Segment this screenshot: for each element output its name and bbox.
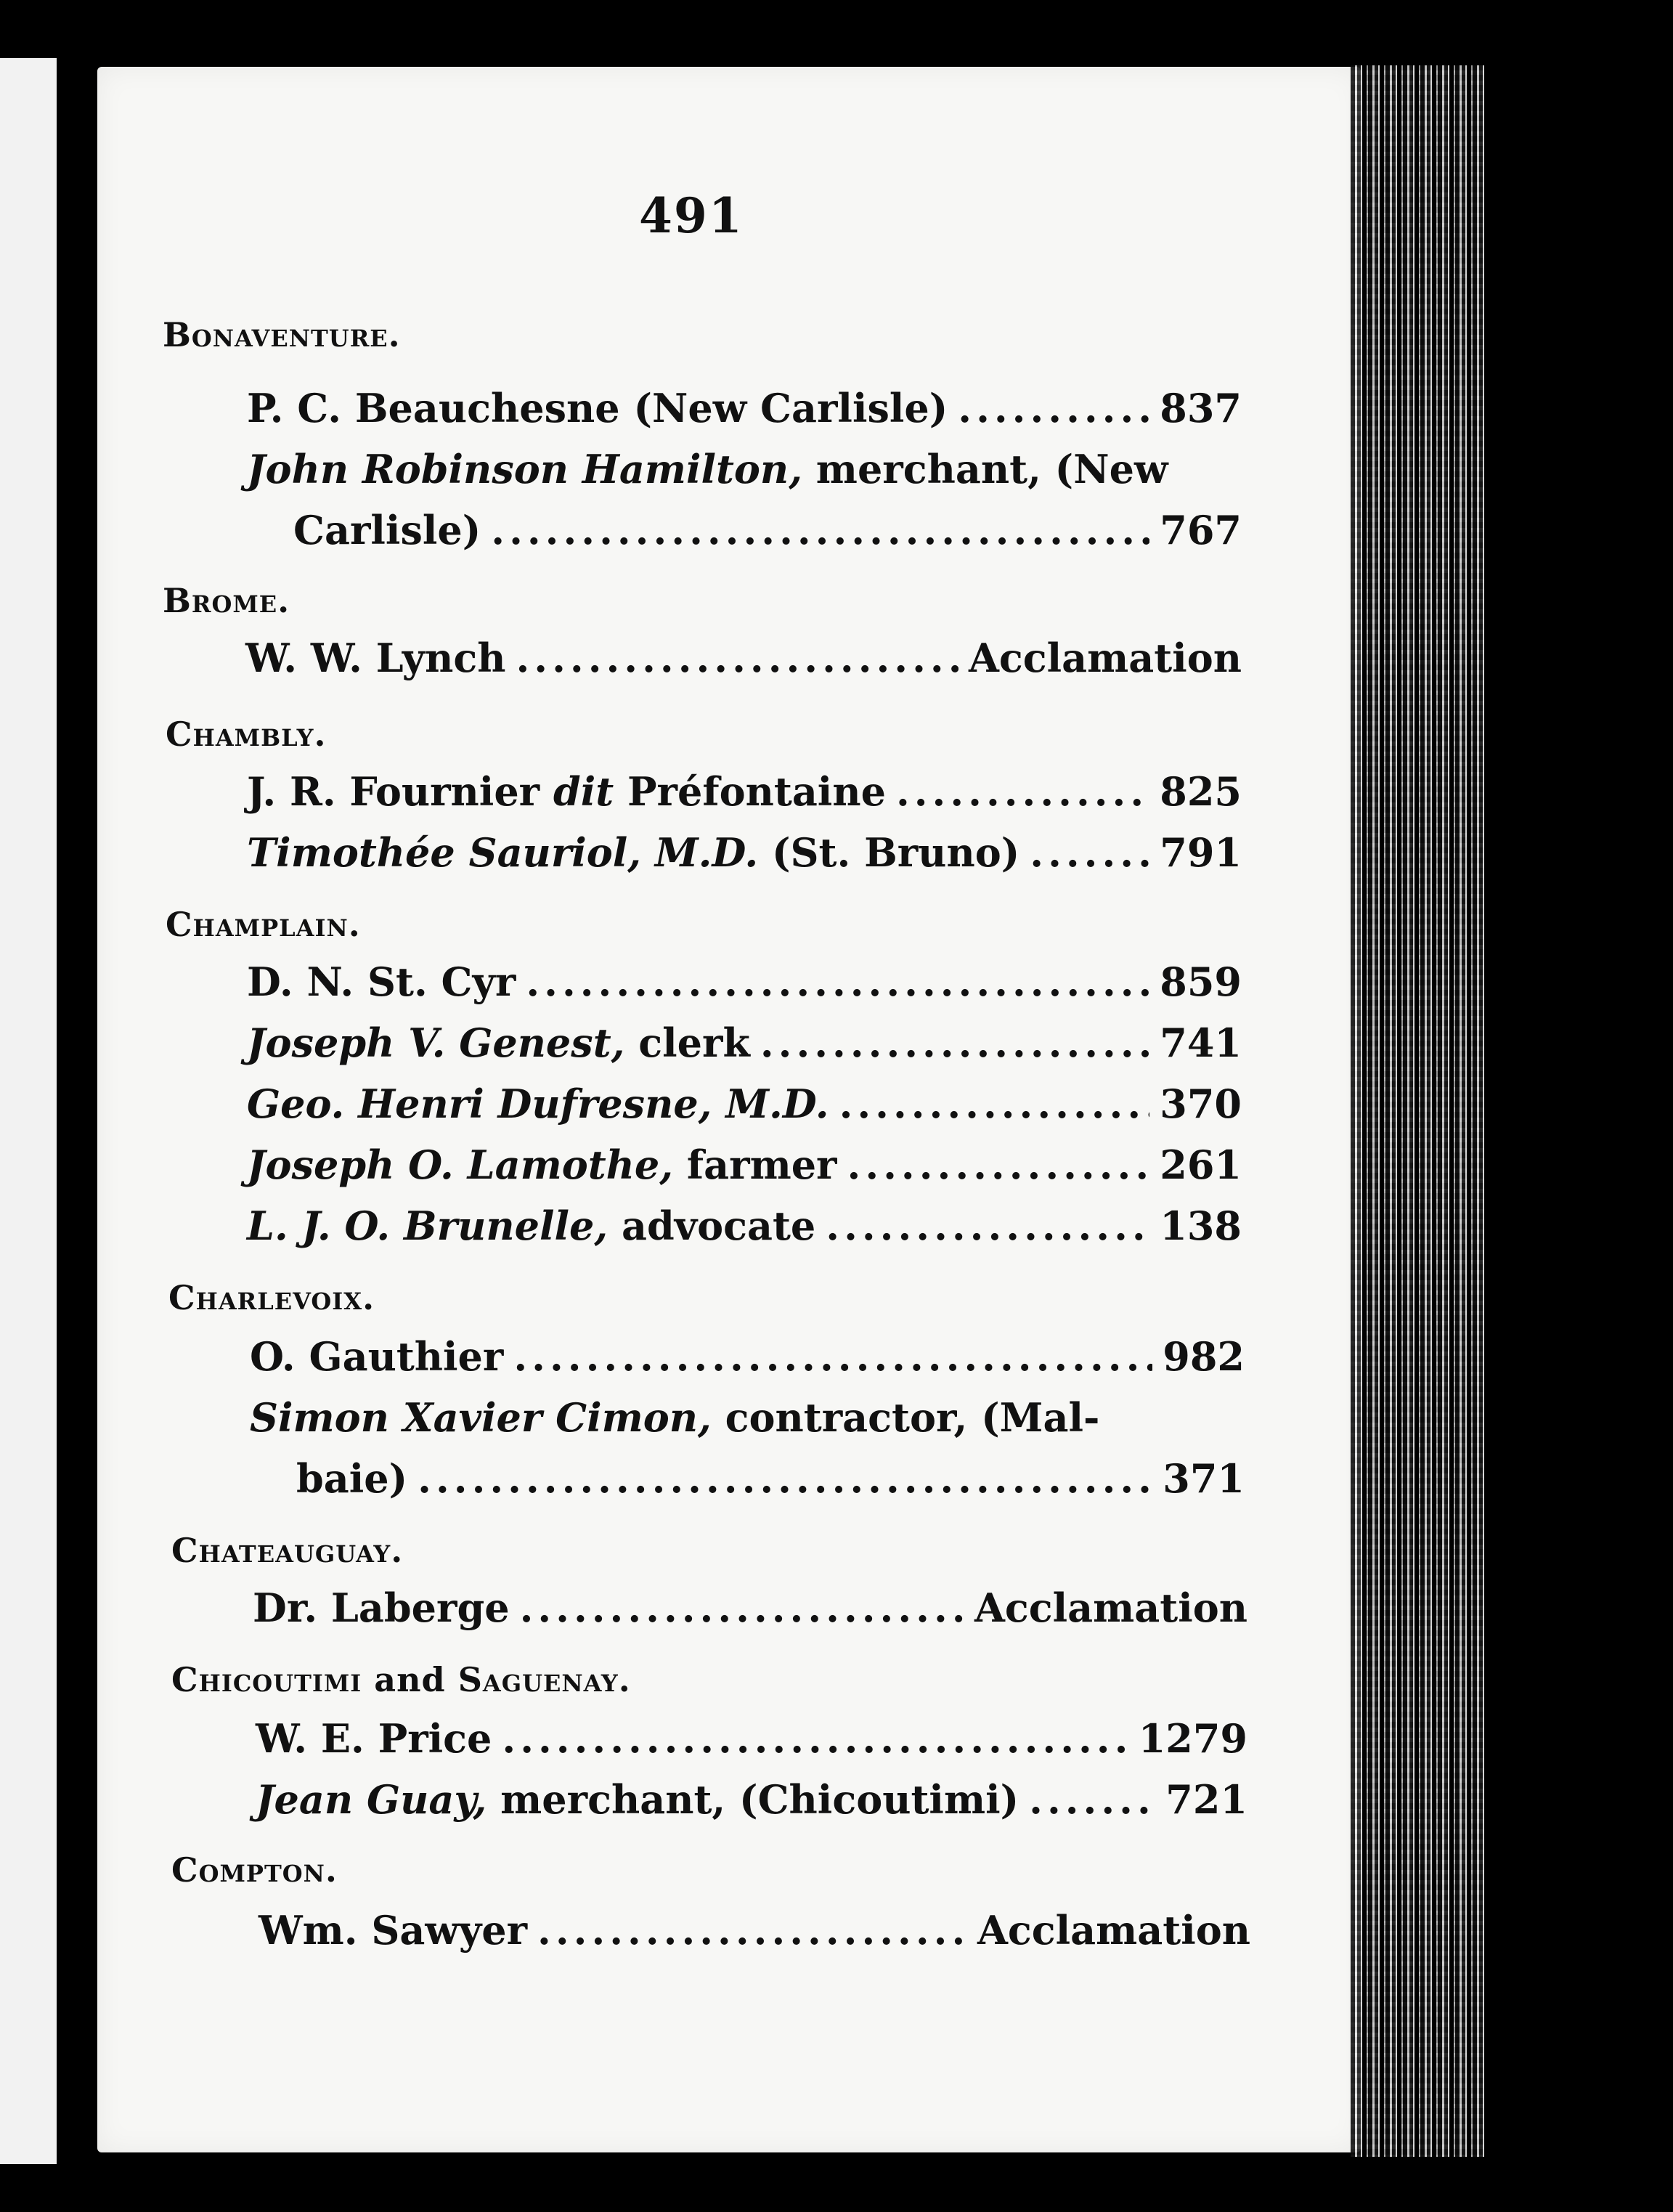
vote-count: 837	[1160, 385, 1242, 431]
candidate-name: John Robinson Hamilton,	[247, 446, 802, 492]
candidate-name: Geo. Henri Dufresne, M.D.	[247, 1081, 829, 1127]
section-champlain: Champlain.	[166, 905, 361, 944]
candidate-name: L. J. O. Brunelle, advocate	[247, 1203, 816, 1249]
section-brome: Brome.	[163, 581, 290, 620]
entry-beauchesne	[247, 385, 1242, 431]
entry-laberge	[253, 1585, 1247, 1631]
candidate-name: Wm. Sawyer	[259, 1907, 528, 1953]
dot-leader	[847, 1142, 1150, 1188]
vote-count: 261	[1160, 1142, 1242, 1188]
dot-leader	[520, 1585, 964, 1631]
candidate-name: Timothée Sauriol, M.D. (St. Bruno)	[247, 829, 1020, 876]
vote-count: 791	[1160, 829, 1242, 876]
section-chambly: Chambly.	[166, 715, 327, 754]
candidate-name: Jean Guay, merchant, (Chicoutimi)	[256, 1776, 1019, 1823]
section-bonaventure: Bonaventure.	[163, 315, 401, 354]
page-number: 491	[639, 187, 744, 244]
entry-hamilton-line1	[247, 446, 1168, 492]
candidate-name: Simon Xavier Cimon,	[250, 1394, 712, 1441]
section-chateauguay: Chateauguay.	[171, 1531, 404, 1570]
entry-sawyer	[259, 1907, 1250, 1953]
candidate-name: W. E. Price	[256, 1715, 492, 1762]
section-chicoutimi-saguenay: Chicoutimi and Saguenay.	[171, 1660, 631, 1699]
page-fore-edge	[1351, 65, 1489, 2157]
entry-lynch	[245, 635, 1242, 681]
section-charlevoix: Charlevoix.	[168, 1278, 375, 1317]
entry-gauthier	[250, 1333, 1245, 1380]
dot-leader	[760, 1020, 1149, 1066]
vote-count: 859	[1160, 959, 1242, 1005]
entry-brunelle	[247, 1203, 1242, 1249]
candidate-name: O. Gauthier	[250, 1333, 504, 1380]
vote-count: 371	[1163, 1455, 1245, 1502]
result: Acclamation	[977, 1907, 1250, 1953]
entry-price	[256, 1715, 1247, 1762]
dot-leader	[839, 1081, 1150, 1127]
candidate-name: W. W. Lynch	[245, 635, 506, 681]
vote-count: 982	[1163, 1333, 1245, 1380]
dot-leader	[418, 1455, 1152, 1502]
entry-st-cyr	[247, 959, 1242, 1005]
dot-leader	[526, 959, 1149, 1005]
vote-count: 370	[1160, 1081, 1242, 1127]
candidate-detail-cont: baie)	[296, 1455, 408, 1502]
vote-count: 825	[1160, 768, 1242, 815]
dot-leader	[513, 1333, 1152, 1380]
entry-cimon-line2	[296, 1455, 1245, 1502]
result: Acclamation	[968, 635, 1242, 681]
candidate-name: Joseph V. Genest, clerk	[247, 1020, 750, 1066]
dot-leader	[958, 385, 1149, 431]
dot-leader	[1029, 1776, 1155, 1823]
dot-leader	[516, 635, 958, 681]
dot-leader	[491, 507, 1149, 553]
entry-hamilton-line2	[293, 507, 1242, 553]
entry-lamothe	[247, 1142, 1242, 1188]
candidate-detail: contractor, (Mal-	[711, 1394, 1100, 1441]
candidate-name: Dr. Laberge	[253, 1585, 510, 1631]
candidate-name: P. C. Beauchesne (New Carlisle)	[247, 385, 948, 431]
vote-count: 721	[1165, 1776, 1247, 1823]
dot-leader	[537, 1907, 967, 1953]
previous-page-edge	[0, 58, 57, 2164]
candidate-name: J. R. Fournier dit Préfontaine	[247, 768, 886, 815]
entry-cimon-line1	[250, 1394, 1099, 1441]
vote-count: 1279	[1138, 1715, 1247, 1762]
dot-leader	[1030, 829, 1149, 876]
vote-count: 767	[1160, 507, 1242, 553]
candidate-name: D. N. St. Cyr	[247, 959, 516, 1005]
vote-count: 138	[1160, 1203, 1242, 1249]
result: Acclamation	[974, 1585, 1247, 1631]
dot-leader	[502, 1715, 1128, 1762]
dot-leader	[826, 1203, 1149, 1249]
entry-sauriol	[247, 829, 1242, 876]
candidate-detail-cont: Carlisle)	[293, 507, 481, 553]
entry-genest	[247, 1020, 1242, 1066]
entry-fournier	[247, 768, 1242, 815]
entry-guay	[256, 1776, 1247, 1823]
entry-dufresne	[247, 1081, 1242, 1127]
dot-leader	[896, 768, 1149, 815]
section-compton: Compton.	[171, 1850, 338, 1890]
vote-count: 741	[1160, 1020, 1242, 1066]
candidate-name: Joseph O. Lamothe, farmer	[247, 1142, 837, 1188]
candidate-detail: merchant, (New	[802, 446, 1168, 492]
